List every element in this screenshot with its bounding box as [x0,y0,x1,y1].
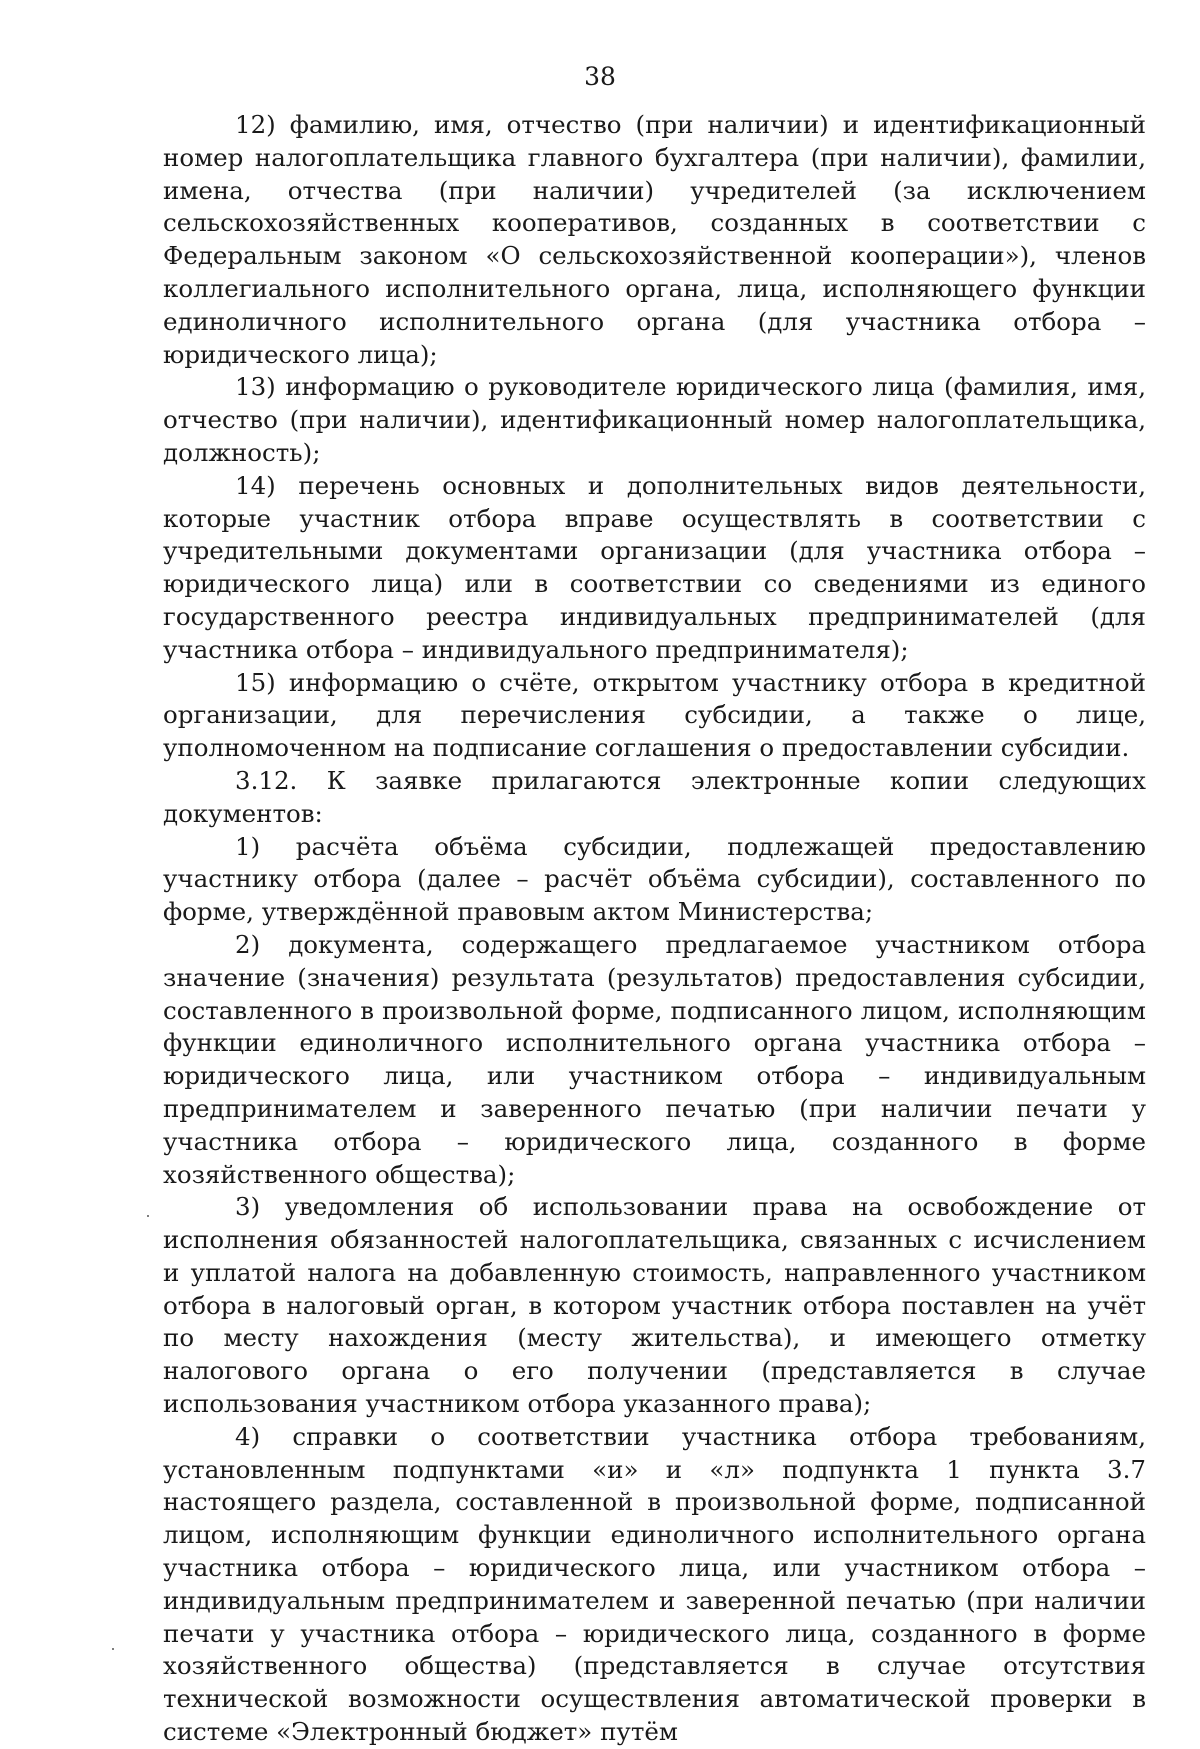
paragraph-item-12: 12) фамилию, имя, отчество (при наличии) и идентификационный номер налогоплательщика главного бухгалтера (при наличии), фамилии, имена, отчества (при наличии) учредителей (за исключением сельскохозяйственных кооперативов, созданных в соответствии с Федеральным законом «О сельскохозяйственной кооперации»), членов коллегиального исполнительного органа, лица, исполняющего функции единоличного исполнительного органа (для участника отбора – юридического лица); [163,110,1146,369]
paragraph-attachment-2: 2) документа, содержащего предлагаемое участником отбора значение (значения) результата (результатов) предоставления субсидии, составленного в произвольной форме, подписанного лицом, исполняющим функции единоличного исполнительного органа участника отбора – юридического лица, или участником отбора – индивидуальным предпринимателем и заверенного печатью (при наличии печати у участника отбора – юридического лица, созданного в форме хозяйственного общества); [163,929,1146,1189]
paragraph-attachment-1: 1) расчёта объёма субсидии, подлежащей предоставлению участнику отбора (далее – расчёт объёма субсидии), составленного по форме, утверждённой правовым актом Министерства; [163,831,1146,927]
paragraph-item-14: 14) перечень основных и дополнительных видов деятельности, которые участник отбора вправе осуществлять в соответствии с учредительными документами организации (для участника отбора – юридического лица) или в соответствии со сведениями из единого государственного реестра индивидуальных предпринимателей (для участника отбора – индивидуального предпринимателя); [163,470,1146,664]
paragraph-section-3-12: 3.12. К заявке прилагаются электронные копии следующих документов: [163,765,1146,828]
paragraph-attachment-4: 4) справки о соответствии участника отбора требованиям, установленным подпунктами «и» и «л» подпункта 1 пункта 3.7 настоящего раздела, составленной в произвольной форме, подписанной лицом, исполняющим функции единоличного исполнительного органа участника отбора – юридического лица, или участником отбора – индивидуальным предпринимателем и заверенной печатью (при наличии печати у участника отбора – юридического лица, созданного в форме хозяйственного общества) (представляется в случае отсутствия технической возможности осуществления автоматической проверки в системе «Электронный бюджет» путём [163,1421,1146,1747]
paragraph-item-15: 15) информацию о счёте, открытом участнику отбора в кредитной организации, для перечисления субсидии, а также о лице, уполномоченном на подписание соглашения о предоставлении субсидии. [163,667,1146,763]
page-number: 38 [584,62,616,91]
paragraph-item-13: 13) информацию о руководителе юридического лица (фамилия, имя, отчество (при наличии), идентификационный номер налогоплательщика, должность); [163,372,1146,467]
scan-speck [147,1215,149,1217]
scan-speck [112,1648,114,1650]
document-body [163,109,1146,1749]
paragraph-attachment-3: 3) уведомления об использовании права на освобождение от исполнения обязанностей налогоплательщика, связанных с исчислением и уплатой налога на добавленную стоимость, направленного участником отбора в налоговый орган, в котором участник отбора поставлен на учёт по месту нахождения (месту жительства), и имеющего отметку налогового органа о его получении (представляется в случае использования участником отбора указанного права); [163,1192,1146,1419]
